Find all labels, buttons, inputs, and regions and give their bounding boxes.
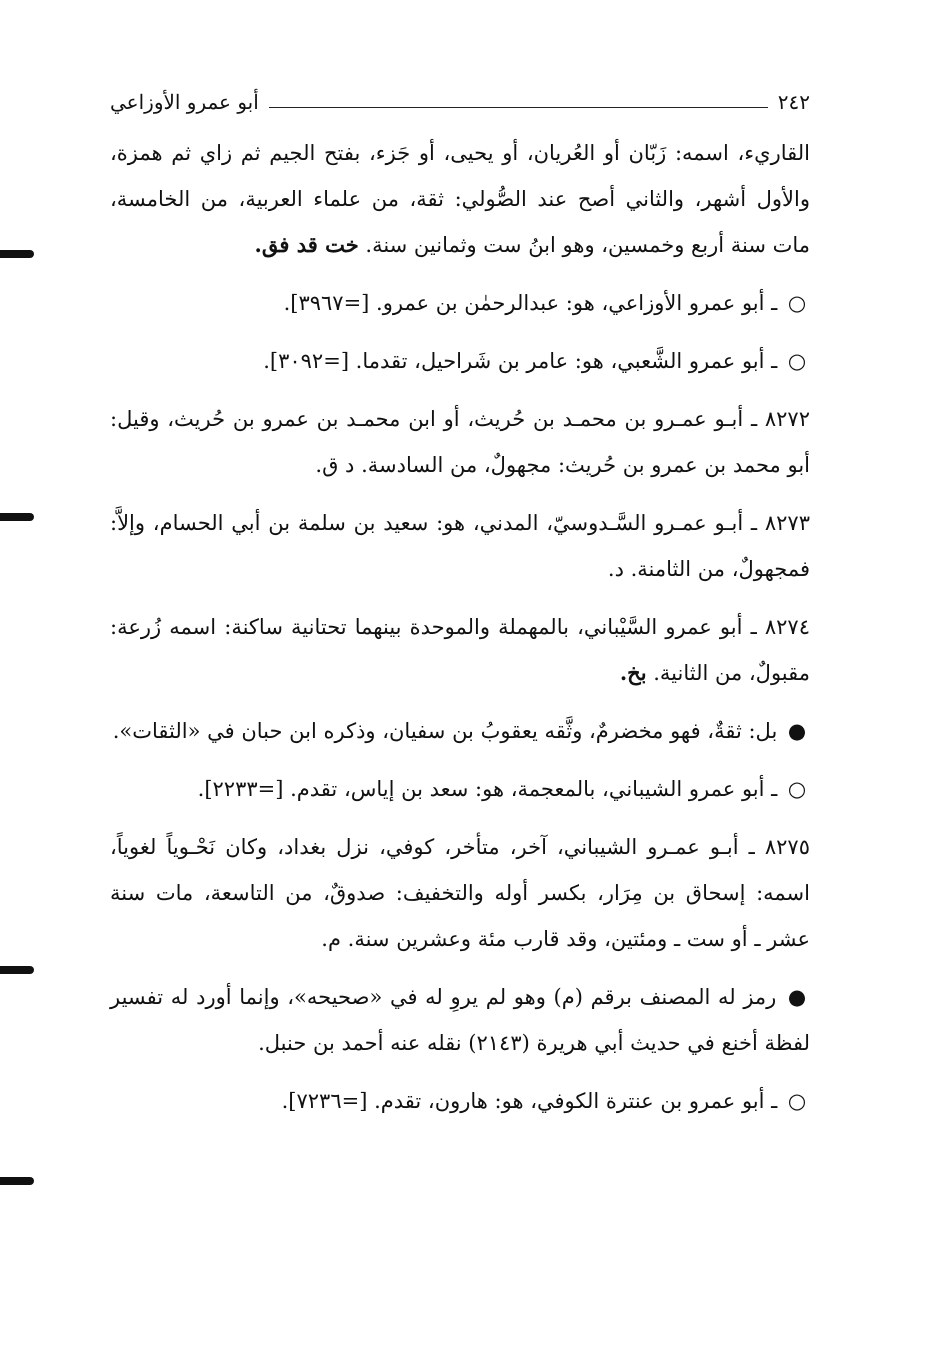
entry-paragraph — [110, 500, 810, 592]
entry-text: القاريء، اسمه: زَبّان أو العُريان، أو يحيى، أو جَزء، بفتح الجيم ثم زاي ثم همزة، والأول أشهر، والثاني أصح عند الصُّولي: ثقة، من علماء العربية، من الخامسة، مات سنة أربع وخمسين، وهو ابنُ ست وثمانين سنة. — [110, 141, 810, 257]
entry-text: ٨٢٧٢ ـ أبـو عمـرو بن محمـد بن حُريث، أو ابن محمـد بن عمرو بن حُريث، وقيل: أبو محمد بن عمرو بن حُريث: مجهولٌ، من السادسة. د ق. — [110, 407, 810, 477]
entry-text: ٨٢٧٣ ـ أبـو عمـرو السَّـدوسيّ، المدني، هو: سعيد بن سلمة بن أبي الحسام، وإلاَّ: فمجهولٌ، من الثامنة. د. — [110, 511, 810, 581]
filled-circle-icon: ● — [787, 985, 807, 1009]
running-head — [110, 82, 810, 122]
entry-text: ـ أبو عمرو بن عنترة الكوفي، هو: هارون، تقدم. [=٧٢٣٦]. — [281, 1089, 778, 1113]
filled-circle-icon: ● — [787, 719, 807, 743]
entry-sigla: بخ. — [619, 660, 647, 685]
entry-text: ٨٢٧٤ ـ أبو عمرو السَّيْباني، بالمهملة والموحدة بينهما تحتانية ساكنة: اسمه زُرعة: مقبولٌ، من الثانية. — [110, 615, 810, 685]
entry-paragraph — [110, 396, 810, 488]
margin-mark — [0, 1177, 34, 1185]
cross-reference — [110, 1078, 810, 1124]
page-number: ٢٤٢ — [777, 90, 810, 114]
entry-sigla: خت قد فق. — [254, 232, 359, 257]
page-body — [110, 82, 810, 1136]
hollow-circle-icon: ○ — [787, 777, 807, 801]
entry-paragraph — [110, 130, 810, 268]
margin-mark — [0, 250, 34, 258]
entry-text: ـ أبو عمرو الأوزاعي، هو: عبدالرحمٰن بن عمرو. [=٣٩٦٧]. — [283, 291, 778, 315]
margin-mark — [0, 966, 34, 974]
cross-reference — [110, 280, 810, 326]
hollow-circle-icon: ○ — [787, 349, 807, 373]
editor-note — [110, 974, 810, 1066]
hollow-circle-icon: ○ — [787, 1089, 807, 1113]
entry-text: رمز له المصنف برقم (م) وهو لم يروِ له في «صحيحه»، وإنما أورد له تفسير لفظة أخنع في حديث أبي هريرة (٢١٤٣) نقله عنه أحمد بن حنبل. — [110, 985, 810, 1055]
cross-reference — [110, 338, 810, 384]
entry-paragraph — [110, 824, 810, 962]
entry-paragraph — [110, 604, 810, 696]
header-rule — [269, 107, 768, 108]
entry-text: ـ أبو عمرو الشَّعبي، هو: عامر بن شَراحيل، تقدما. [=٣٠٩٢]. — [263, 349, 778, 373]
entry-text: بل: ثقةٌ، فهو مخضرمٌ، وثَّقه يعقوبُ بن سفيان، وذكره ابن حبان في «الثقات». — [112, 719, 778, 743]
margin-mark — [0, 513, 34, 521]
editor-note — [110, 708, 810, 754]
entry-text: ٨٢٧٥ ـ أبـو عمـرو الشيباني، آخر، متأخر، كوفي، نزل بغداد، وكان نَحْـوياً لغوياً، اسمه: إسحاق بن مِرَار، بكسر أوله والتخفيف: صدوقٌ، من التاسعة، مات سنة عشر ـ أو ست ـ ومئتين، وقد قارب مئة وعشرين سنة. م. — [110, 835, 810, 951]
cross-reference — [110, 766, 810, 812]
running-title: أبو عمرو الأوزاعي — [110, 90, 259, 114]
hollow-circle-icon: ○ — [787, 291, 807, 315]
entry-text: ـ أبو عمرو الشيباني، بالمعجمة، هو: سعد بن إياس، تقدم. [=٢٢٣٣]. — [197, 777, 778, 801]
